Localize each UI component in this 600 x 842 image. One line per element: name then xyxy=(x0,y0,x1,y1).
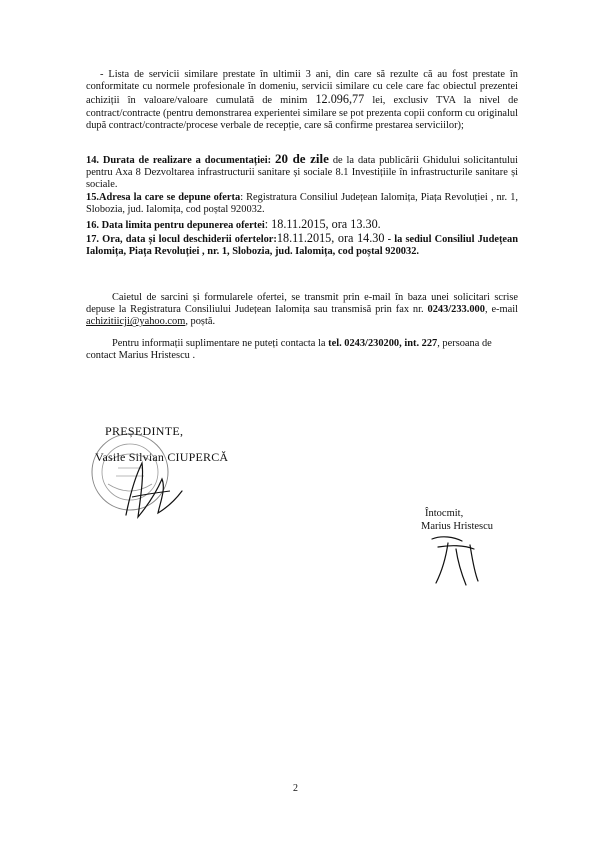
section-17-datetime: 18.11.2015, ora 14.30 xyxy=(276,231,385,245)
section-14 xyxy=(86,153,518,192)
section-17-text: - la sediul Consiliul Județean Ialomița, Piața Revoluției , nr. 1, Slobozia, jud. Ialomița, cod poștal 920032. xyxy=(86,234,519,258)
president-title: PREȘEDINTE, xyxy=(105,424,184,438)
minimum-amount: 12.096,77 xyxy=(315,92,365,107)
fax-number: 0243/233.000 xyxy=(427,304,485,316)
prepared-by-signature xyxy=(412,527,492,589)
note2-text: Pentru informații suplimentare ne puteți contacta la xyxy=(112,338,329,349)
prepared-by-name: Marius Hristescu xyxy=(421,521,494,532)
president-name: Vasile Silvian CIUPERCĂ xyxy=(95,450,229,464)
president-signature xyxy=(108,455,188,525)
section-15-label: 15.Adresa la care se depune oferta xyxy=(86,192,241,203)
note1-suffix: , poștă. xyxy=(185,316,216,328)
note1-text: Caietul de sarcini și formularele ofertei, se transmit prin e-mail în baza unei solicitari scrise depuse la Registratura Consiliului Județean Ialomița sau transmisă prin fax nr. xyxy=(86,292,518,316)
section-14-duration: 20 de zile xyxy=(275,151,329,166)
section-17-label: 17. Ora, data și locul deschiderii ofertelor: xyxy=(86,234,277,245)
email-link[interactable]: achizitiicji@yahoo.com xyxy=(86,316,186,328)
note1-email-prefix: , e-mail xyxy=(484,304,518,316)
section-16-label: 16. Data limita pentru depunerea ofertei xyxy=(86,220,265,231)
contact-phone: tel. 0243/230200, int. 227 xyxy=(328,338,438,349)
section-15 xyxy=(86,192,518,216)
list-item-suffix: lei, exclusiv TVA la nivel de contract/contracte (pentru demonstrarea experientei similare se pot prezenta copii conform cu originalul după contract/contracte/procese verbale de recepție, care să confirme prestarea serviciilor); xyxy=(86,95,518,131)
list-item-prefix: - Lista de servicii similare prestate în ultimii 3 ani, din care să rezulte că au fost prestate în conformitate cu normele profesionale în domeniu, servicii similare cu cele care fac obiectul prezentei achiziții în valoare/valoare cumulată de minim xyxy=(86,69,518,107)
contact-note xyxy=(86,338,518,362)
section-17 xyxy=(86,232,518,258)
tender-documents-note xyxy=(86,292,518,329)
page-number: 2 xyxy=(293,783,298,794)
section-15-text: : Registratura Consiliul Județean Ialomița, Piața Revoluției , nr. 1, Slobozia, jud. Ialomița, cod poștal 920032. xyxy=(86,192,518,216)
section-14-label: 14. Durata de realizare a documentației: xyxy=(86,155,272,166)
section-14-text: de la data publicării Ghidului solicitantului pentru Axa 8 Dezvoltarea infrastructurii sanitare și sociale 8.1 Investițiile în infrastructurile sanitare și sociale. xyxy=(86,155,518,191)
prepared-by-title: Întocmit, xyxy=(425,508,464,519)
similar-services-paragraph xyxy=(86,69,518,132)
note2-contact: , persoana de contact Marius Hristescu . xyxy=(86,338,492,362)
section-16-text: : 18.11.2015, ora 13.30. xyxy=(264,217,381,231)
